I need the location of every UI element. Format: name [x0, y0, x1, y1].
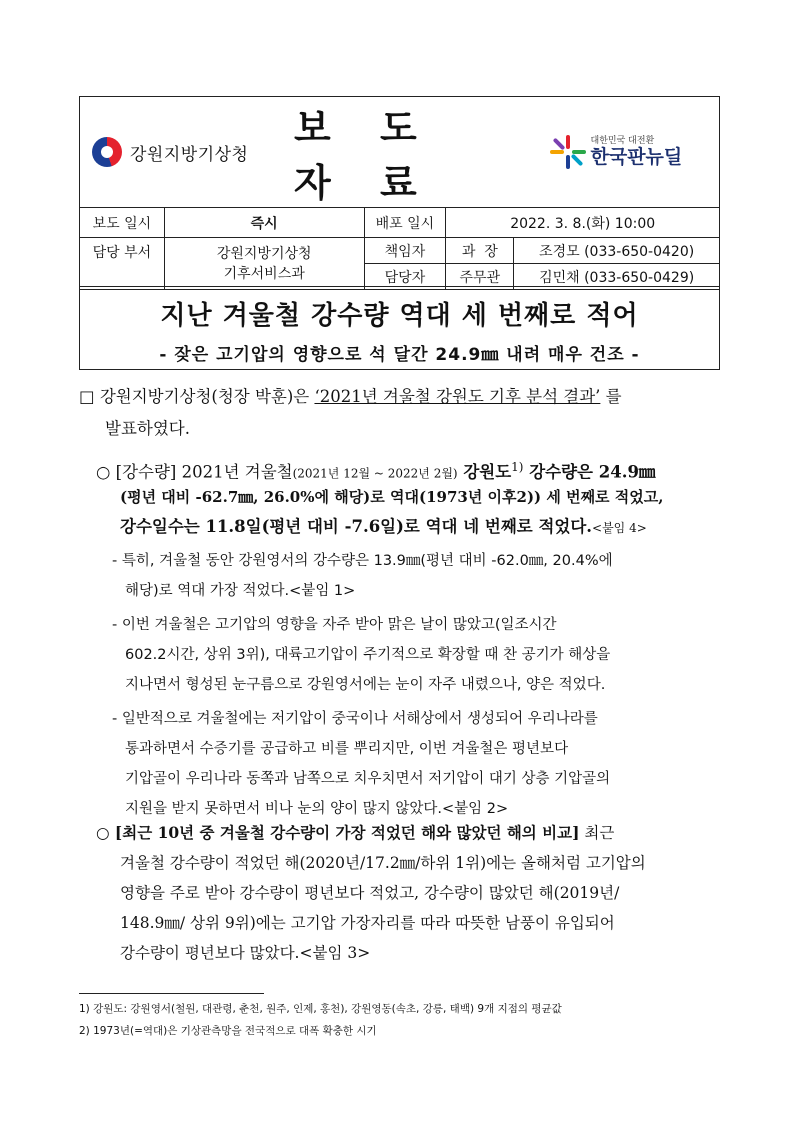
newdeal-slogan: 대한민국 대전환 [590, 135, 655, 146]
distribution-time-label: 배포 일시 [364, 208, 446, 238]
header-table [79, 96, 720, 290]
para-1-line-1: □ 강원지방기상청(청장 박훈)은 ‘2021년 겨울철 강원도 기후 분석 결과’ 를 [79, 387, 622, 406]
responsible-label: 책임자 [364, 238, 446, 264]
staff-label: 담당자 [364, 264, 446, 290]
kma-logo-icon [92, 137, 122, 167]
dash-3-line-3: 기압골이 우리나라 동쪽과 남쪽으로 치우치면서 저기압이 대기 상층 기압골의 [125, 771, 611, 787]
dash-2-line-2: 602.2시간, 상위 3위), 대륙고기압이 주기적으로 확장할 때 찬 공기가 해상을 [125, 647, 611, 663]
circle-2-line-4: 148.9㎜/ 상위 9위)에는 고기압 가장자리를 따라 따뜻한 남풍이 유입되어 [120, 914, 615, 932]
dash-3-line-4: 지원을 받지 못하면서 비나 눈의 양이 많지 않았다.<붙임 2> [125, 801, 509, 817]
responsible-name: 조경모 (033-650-0420) [514, 238, 720, 264]
newdeal-logo [514, 135, 719, 169]
circle-2-line-2: 겨울철 강수량이 적었던 해(2020년/17.2㎜/하위 1위)에는 올해처럼 고기압의 [120, 854, 646, 872]
doc-title: 보 도 자 료 [294, 105, 435, 205]
circle-1-line-2: (평년 대비 -62.7㎜, 26.0%에 해당)로 역대(1973년 이후2)) 세 번째로 적었고, [120, 488, 664, 506]
department-label: 담당 부서 [80, 238, 165, 290]
distribution-time-value: 2022. 3. 8.(화) 10:00 [446, 208, 720, 238]
release-time-label: 보도 일시 [80, 208, 165, 238]
agency-name: 강원지방기상청 [130, 144, 249, 165]
newdeal-name: 한국판뉴딜 [590, 145, 683, 168]
subheadline: - 잦은 고기압의 영향으로 석 달간 24.9㎜ 내려 매우 건조 - [159, 345, 640, 365]
dash-2-line-3: 지나면서 형성된 눈구름으로 강원영서에는 눈이 자주 내렸으나, 양은 적었다. [125, 677, 606, 693]
newdeal-star-icon [551, 135, 585, 169]
dash-3-line-2: 통과하면서 수증기를 공급하고 비를 뿌리지만, 이번 겨울철은 평년보다 [125, 741, 569, 757]
circle-2-line-3: 영향을 주로 받아 강수량이 평년보다 적었고, 강수량이 많았던 해(2019년/ [120, 884, 620, 902]
dash-3-line-1: - 일반적으로 겨울철에는 저기압이 중국이나 서해상에서 생성되어 우리나라를 [112, 711, 598, 727]
footnote-2: 2) 1973년(=역대)은 기상관측망을 전국적으로 대폭 확충한 시기 [79, 1025, 377, 1037]
dash-2-line-1: - 이번 겨울철은 고기압의 영향을 자주 받아 맑은 날이 많았고(일조시간 [112, 617, 557, 633]
staff-name: 김민채 (033-650-0429) [514, 264, 720, 290]
dash-1-line-1: - 특히, 겨울철 동안 강원영서의 강수량은 13.9㎜(평년 대비 -62.0㎜, 20.4%에 [112, 553, 613, 569]
dash-1-line-2: 해당)로 역대 가장 적었다.<붙임 1> [125, 583, 356, 599]
headline: 지난 겨울철 강수량 역대 세 번째로 적어 [160, 301, 639, 331]
circle-1-line-1: ○ [강수량] 2021년 겨울철(2021년 12월 ~ 2022년 2월) 강원도$^{1)}$ 강수량은 24.9㎜ [96, 460, 656, 482]
headline-box [79, 286, 720, 370]
para-1-line-2: 발표하였다. [105, 419, 190, 438]
footnote-1: 1) 강원도: 강원영서(철원, 대관령, 춘천, 원주, 인제, 홍천), 강원영동(속초, 강릉, 태백) 9개 지점의 평균값 [79, 1003, 562, 1015]
responsible-title: 과 장 [446, 238, 514, 264]
report-title: ‘2021년 겨울철 강원도 기후 분석 결과’ [314, 387, 601, 406]
staff-title: 주무관 [446, 264, 514, 290]
circle-2-line-1: ○ [최근 10년 중 겨울철 강수량이 가장 적었던 해와 많았던 해의 비교] 최근 [96, 823, 615, 842]
circle-2-line-5: 강수량이 평년보다 많았다.<붙임 3> [120, 944, 371, 962]
footnote-divider [79, 993, 264, 994]
circle-1-line-3: 강수일수는 11.8일(평년 대비 -7.6일)로 역대 네 번째로 적었다.<붙임 4> [120, 517, 647, 536]
release-time-value: 즉시 [164, 208, 364, 238]
department-value: 강원지방기상청 기후서비스과 [164, 238, 364, 290]
